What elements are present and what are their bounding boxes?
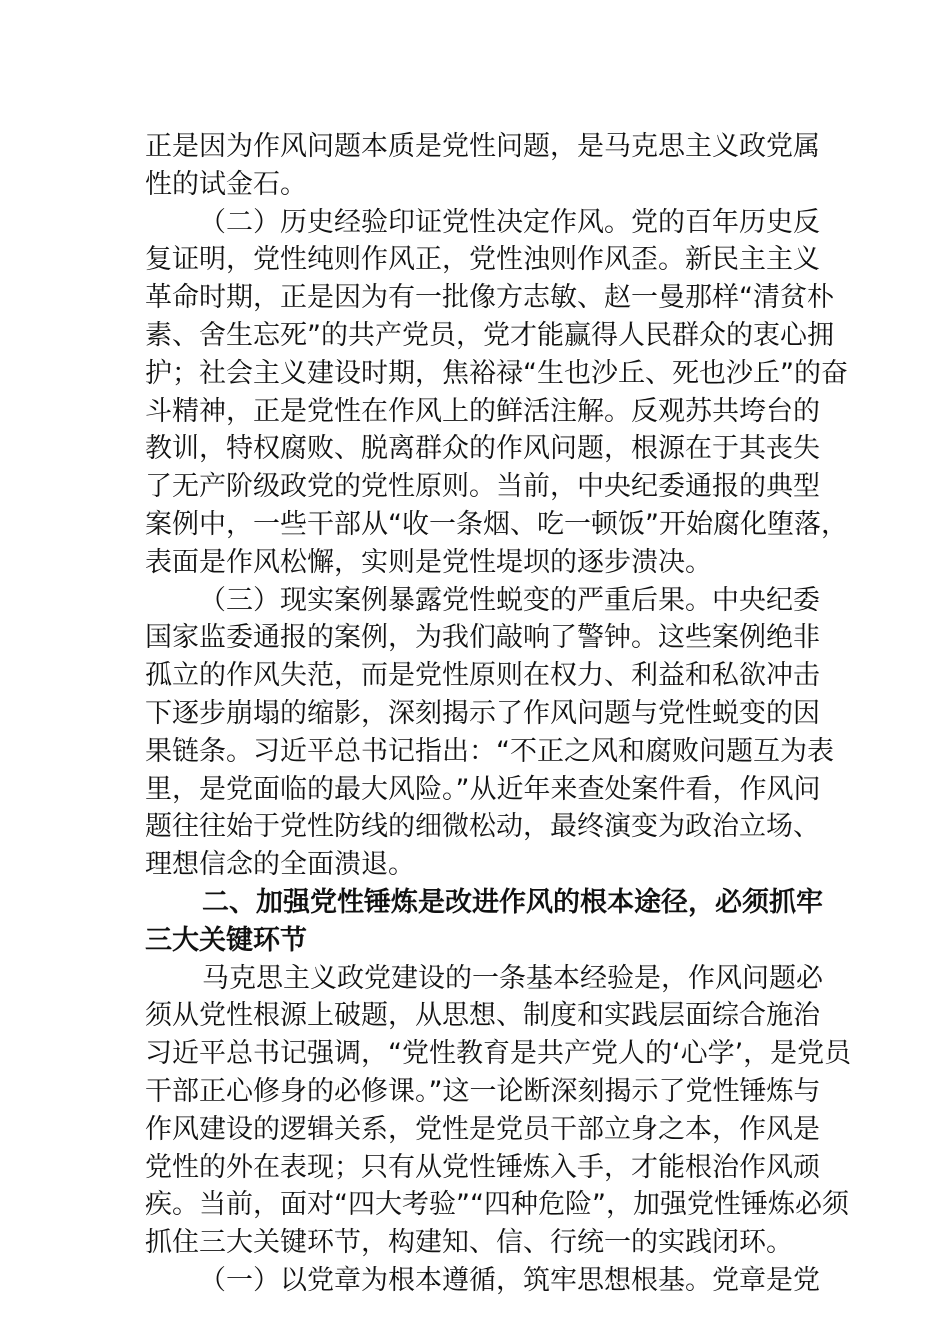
text-line: （一）以党章为根本遵循，筑牢思想根基。党章是党 [199, 1264, 820, 1296]
text-line: 复证明，党性纯则作风正，党性浊则作风歪。新民主主义 [145, 244, 820, 276]
text-line: 党性的外在表现；只有从党性锤炼入手，才能根治作风顽 [145, 1151, 820, 1183]
text-line: 干部正心修身的必修课。”这一论断深刻揭示了党性锤炼与 [145, 1075, 821, 1107]
text-line: 性的试金石。 [145, 168, 307, 200]
text-line: 下逐步崩塌的缩影，深刻揭示了作风问题与党性蜕变的因 [145, 697, 820, 729]
text-line: 表面是作风松懈，实则是党性堤坝的逐步溃决。 [145, 546, 712, 578]
text-line: 护；社会主义建设时期，焦裕禄“生也沙丘、死也沙丘”的奋 [145, 357, 848, 389]
text-line: 国家监委通报的案例，为我们敲响了警钟。这些案例绝非 [145, 622, 820, 654]
section-heading-line: 二、加强党性锤炼是改进作风的根本途径，必须抓牢 [202, 886, 823, 918]
text-line: （三）现实案例暴露党性蜕变的严重后果。中央纪委 [199, 584, 820, 616]
text-line: 作风建设的逻辑关系，党性是党员干部立身之本，作风是 [145, 1113, 820, 1145]
document-body [145, 128, 852, 1300]
text-line: 素、舍生忘死”的共产党员，党才能赢得人民群众的衷心拥 [145, 319, 834, 351]
text-line: 革命时期，正是因为有一批像方志敏、赵一曼那样“清贫朴 [145, 282, 834, 314]
text-line: 须从党性根源上破题，从思想、制度和实践层面综合施治 [145, 1000, 820, 1032]
text-line: 斗精神，正是党性在作风上的鲜活注解。反观苏共垮台的 [145, 395, 820, 427]
text-line: 孤立的作风失范，而是党性原则在权力、利益和私欲冲击 [145, 660, 820, 692]
section-heading-line: 三大关键环节 [145, 924, 307, 956]
text-line: 教训，特权腐败、脱离群众的作风问题，根源在于其丧失 [145, 433, 820, 465]
text-line: 案例中，一些干部从“收一条烟、吃一顿饭”开始腐化堕落， [145, 508, 848, 540]
text-line: 了无产阶级政党的党性原则。当前，中央纪委通报的典型 [145, 471, 820, 503]
text-line: 马克思主义政党建设的一条基本经验是，作风问题必 [202, 962, 823, 994]
text-line: 抓住三大关键环节，构建知、信、行统一的实践闭环。 [145, 1227, 793, 1259]
text-line: 题往往始于党性防线的细微松动，最终演变为政治立场、 [145, 811, 820, 843]
text-line: 理想信念的全面溃退。 [145, 849, 415, 881]
text-line: 果链条。习近平总书记指出：“不正之风和腐败问题互为表 [145, 735, 834, 767]
text-line: 疾。当前，面对“四大考验”“四种危险”，加强党性锤炼必须 [145, 1189, 849, 1221]
text-line: 里，是党面临的最大风险。”从近年来查处案件看，作风问 [145, 773, 821, 805]
text-line: 正是因为作风问题本质是党性问题，是马克思主义政党属 [145, 131, 820, 162]
text-line: 习近平总书记强调，“党性教育是共产党人的‘心学’，是党员 [145, 1038, 852, 1070]
text-line: （二）历史经验印证党性决定作风。党的百年历史反 [199, 206, 820, 238]
